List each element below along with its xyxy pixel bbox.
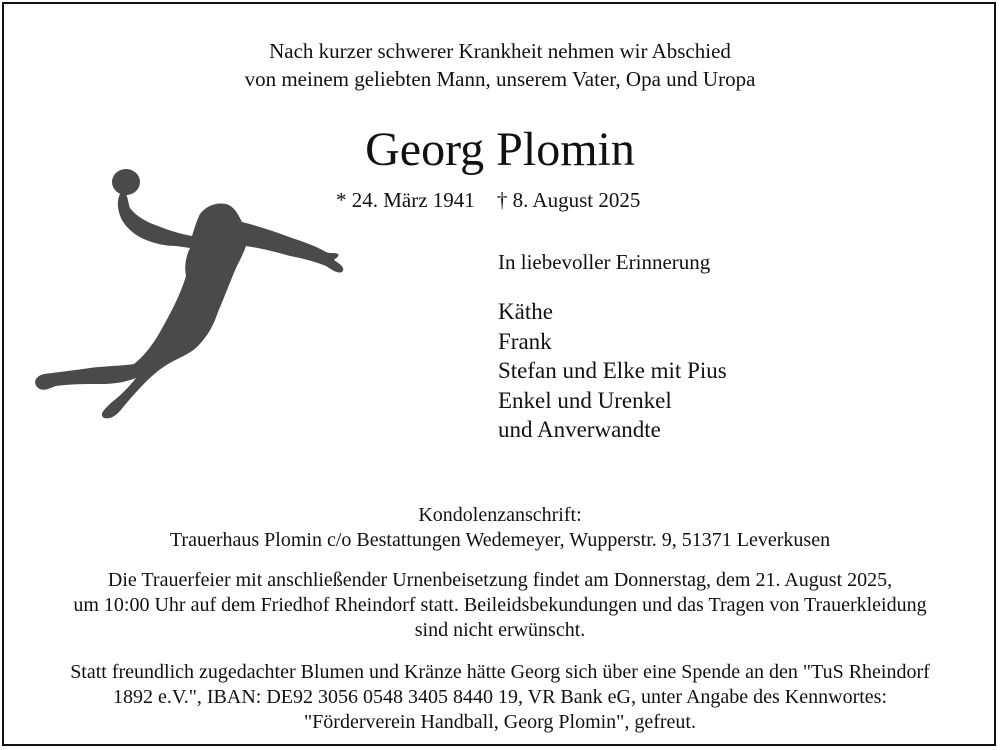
mourner-name: Frank <box>498 328 552 354</box>
deceased-name: Georg Plomin <box>365 123 635 176</box>
mourner-name: Enkel und Urenkel <box>498 387 672 413</box>
intro-text <box>0 37 1000 93</box>
intro-line-2: von meinem geliebten Mann, unserem Vater, Opa und Uropa <box>244 67 756 91</box>
condolence-section <box>0 503 1000 553</box>
intro-line-1: Nach kurzer schwerer Krankheit nehmen wir Abschied <box>269 39 731 63</box>
mourner-name: und Anverwandte <box>498 417 661 442</box>
donation-line-2: 1892 e.V.", IBAN: DE92 3056 0548 3405 8440 19, VR Bank eG, unter Angabe des Kennwortes: <box>112 686 887 708</box>
handball-player-silhouette-icon <box>20 160 350 430</box>
funeral-service-info <box>0 568 1000 643</box>
donation-info <box>0 660 1000 735</box>
donation-line-1: Statt freundlich zugedachter Blumen und Kränze hätte Georg sich über eine Spende an den "TuS Rheindorf <box>70 661 930 683</box>
condolence-label: Kondolenzanschrift: <box>418 504 582 526</box>
donation-line-3: "Förderverein Handball, Georg Plomin", gefreut. <box>304 711 696 733</box>
condolence-address: Trauerhaus Plomin c/o Bestattungen Wedemeyer, Wupperstr. 9, 51371 Leverkusen <box>169 529 831 551</box>
service-line-1: Die Trauerfeier mit anschließender Urnenbeisetzung findet am Donnerstag, dem 21. August 2025, <box>107 569 893 591</box>
mourner-name: Stefan und Elke mit Pius <box>498 358 727 383</box>
mourners-list <box>498 297 727 445</box>
service-line-2: um 10:00 Uhr auf dem Friedhof Rheindorf statt. Beileidsbekundungen und das Tragen von Trauerkleidung <box>73 594 927 616</box>
mourner-name: Käthe <box>498 299 553 324</box>
birth-date: * 24. März 1941 <box>336 188 475 212</box>
memory-text: In liebevoller Erinnerung <box>498 250 711 274</box>
life-dates <box>336 186 640 214</box>
service-line-3: sind nicht erwünscht. <box>414 619 586 641</box>
death-date: † 8. August 2025 <box>496 188 641 212</box>
